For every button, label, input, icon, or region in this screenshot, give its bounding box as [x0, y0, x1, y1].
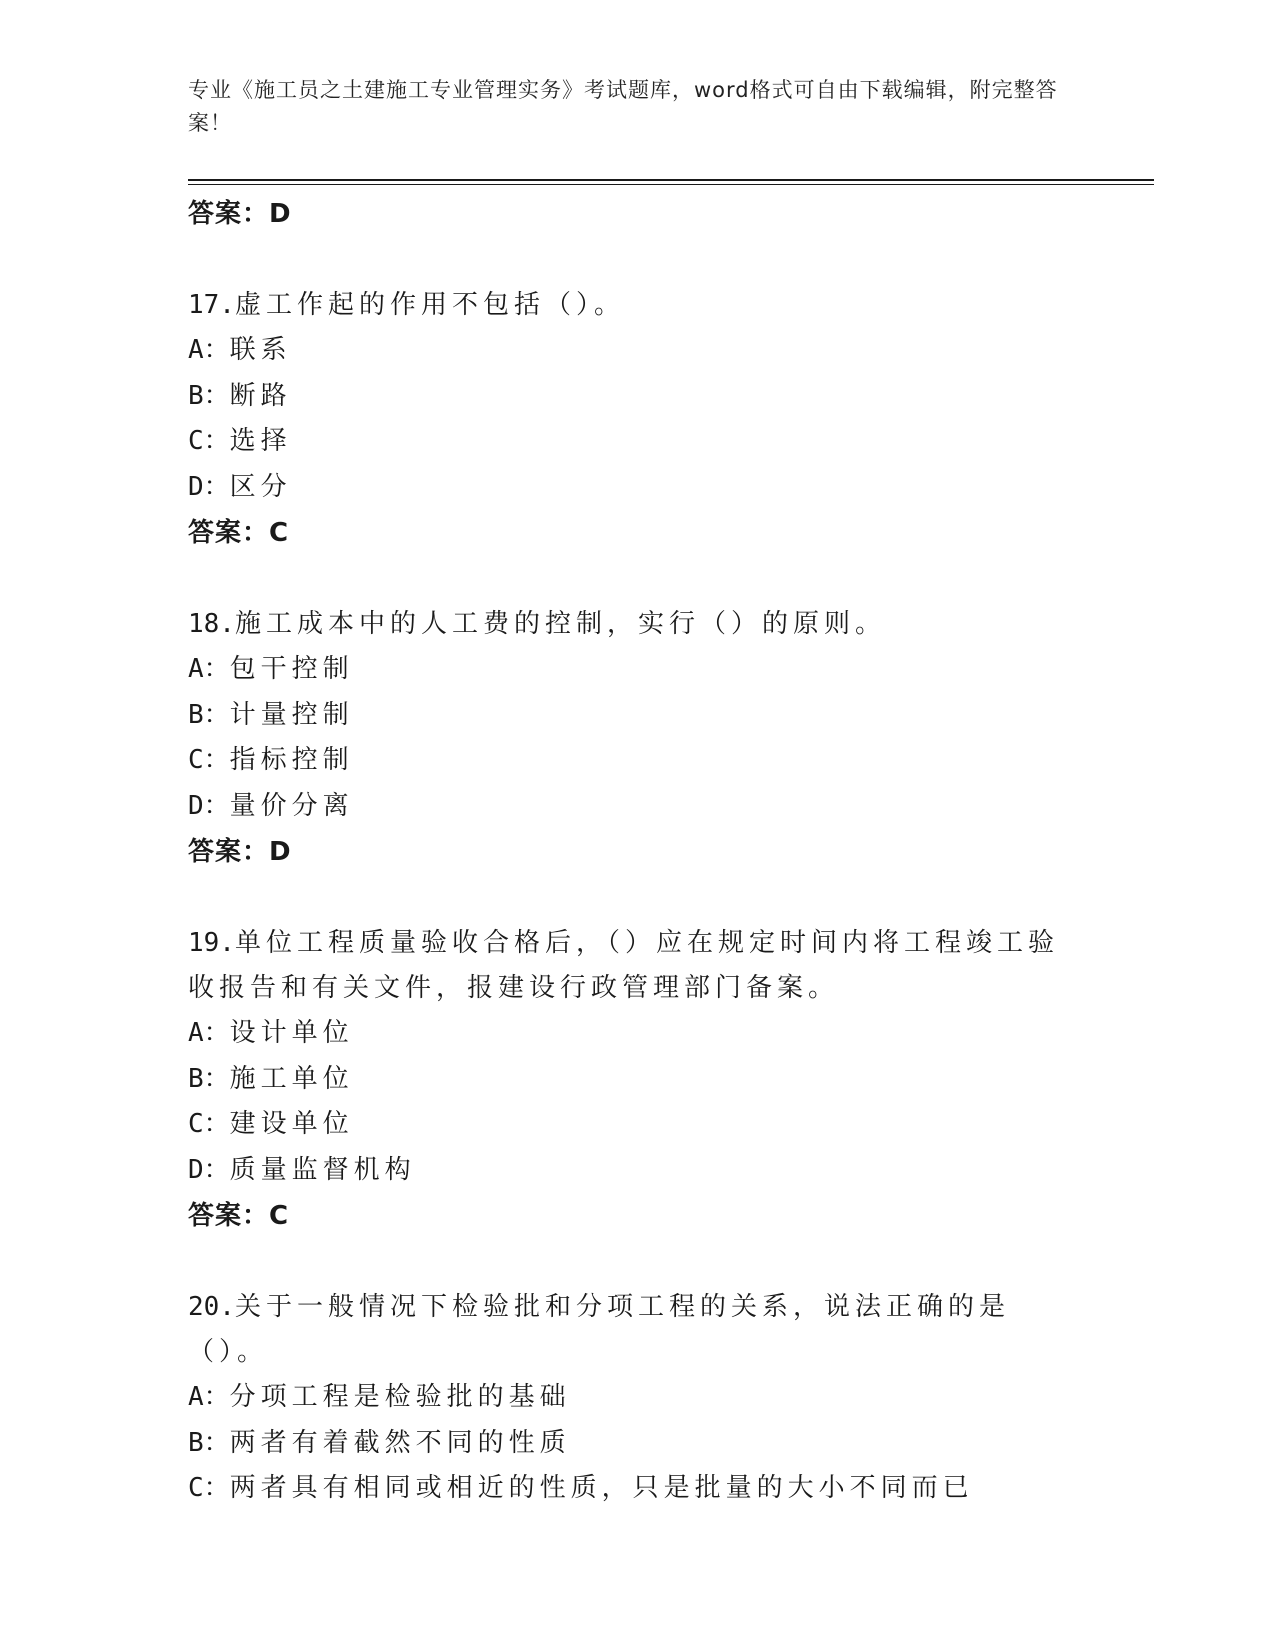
question-text: 关于一般情况下检验批和分项工程的关系，说法正确的是（）。 — [188, 1292, 1010, 1367]
option-b — [188, 374, 1088, 420]
option-letter: A： — [188, 1018, 230, 1048]
option-a — [188, 1011, 1088, 1057]
question-number: 17. — [188, 290, 235, 320]
option-text: 量价分离 — [229, 790, 354, 821]
option-text: 计量控制 — [229, 699, 354, 730]
answer-line: 答案：D — [188, 199, 292, 229]
option-c — [188, 1466, 1088, 1512]
option-letter: D： — [188, 1154, 230, 1185]
option-text: 分项工程是检验批的基础 — [229, 1382, 571, 1412]
question-19 — [188, 921, 1088, 1239]
question-20 — [188, 1285, 1088, 1512]
answer-line: 答案：C — [188, 1201, 290, 1231]
option-text: 两者具有相同或相近的性质，只是批量的大小不同而已 — [229, 1473, 974, 1503]
option-a — [188, 647, 1088, 693]
option-letter: D： — [188, 471, 230, 502]
option-letter: B： — [188, 1063, 230, 1094]
option-text: 指标控制 — [229, 745, 354, 775]
option-a — [188, 1375, 1088, 1421]
option-letter: A： — [188, 1382, 230, 1412]
option-text: 包干控制 — [229, 654, 354, 684]
header-rule-thick — [188, 179, 1154, 181]
option-letter: C： — [188, 1109, 230, 1139]
option-d — [188, 1148, 1088, 1194]
option-letter: A： — [188, 654, 230, 684]
option-text: 质量监督机构 — [229, 1154, 416, 1185]
option-b — [188, 1057, 1088, 1103]
option-text: 施工单位 — [229, 1063, 354, 1094]
option-text: 选择 — [229, 426, 292, 456]
header-rule-thin — [188, 184, 1154, 185]
answer-line: 答案：D — [188, 837, 292, 867]
option-letter: D： — [188, 790, 230, 821]
option-b — [188, 1421, 1088, 1467]
question-18 — [188, 602, 1088, 875]
option-text: 区分 — [229, 471, 292, 502]
question-text: 单位工程质量验收合格后，（）应在规定时间内将工程竣工验收报告和有关文件，报建设行政管理部门备案。 — [188, 928, 1059, 1003]
option-letter: A： — [188, 335, 230, 365]
option-text: 断路 — [229, 380, 292, 411]
question-stem — [188, 1285, 1088, 1375]
option-letter: C： — [188, 426, 230, 456]
option-letter: B： — [188, 380, 230, 411]
option-text: 两者有着截然不同的性质 — [229, 1427, 571, 1458]
option-b — [188, 693, 1088, 739]
option-c — [188, 1102, 1088, 1148]
page-header-text: 专业《施工员之土建施工专业管理实务》考试题库，word格式可自由下载编辑，附完整答案！ — [188, 78, 1058, 135]
question-text: 施工成本中的人工费的控制，实行（）的原则。 — [234, 609, 886, 639]
option-text: 建设单位 — [229, 1109, 354, 1139]
option-a — [188, 328, 1088, 374]
question-17 — [188, 283, 1088, 556]
answer-line: 答案：C — [188, 518, 290, 548]
question-number: 18. — [188, 609, 235, 639]
question-number: 20. — [188, 1292, 235, 1322]
question-stem — [188, 921, 1088, 1011]
option-d — [188, 465, 1088, 511]
question-stem — [188, 283, 1088, 328]
question-text: 虚工作起的作用不包括（）。 — [234, 290, 625, 320]
option-text: 设计单位 — [229, 1018, 354, 1048]
option-letter: C： — [188, 745, 230, 775]
question-list — [188, 191, 1088, 1512]
question-stem — [188, 602, 1088, 647]
option-letter: C： — [188, 1473, 230, 1503]
option-text: 联系 — [229, 335, 292, 365]
option-letter: B： — [188, 699, 230, 730]
option-letter: B： — [188, 1427, 230, 1458]
question-number: 19. — [188, 928, 235, 958]
option-c — [188, 419, 1088, 465]
option-c — [188, 738, 1088, 784]
option-d — [188, 784, 1088, 830]
